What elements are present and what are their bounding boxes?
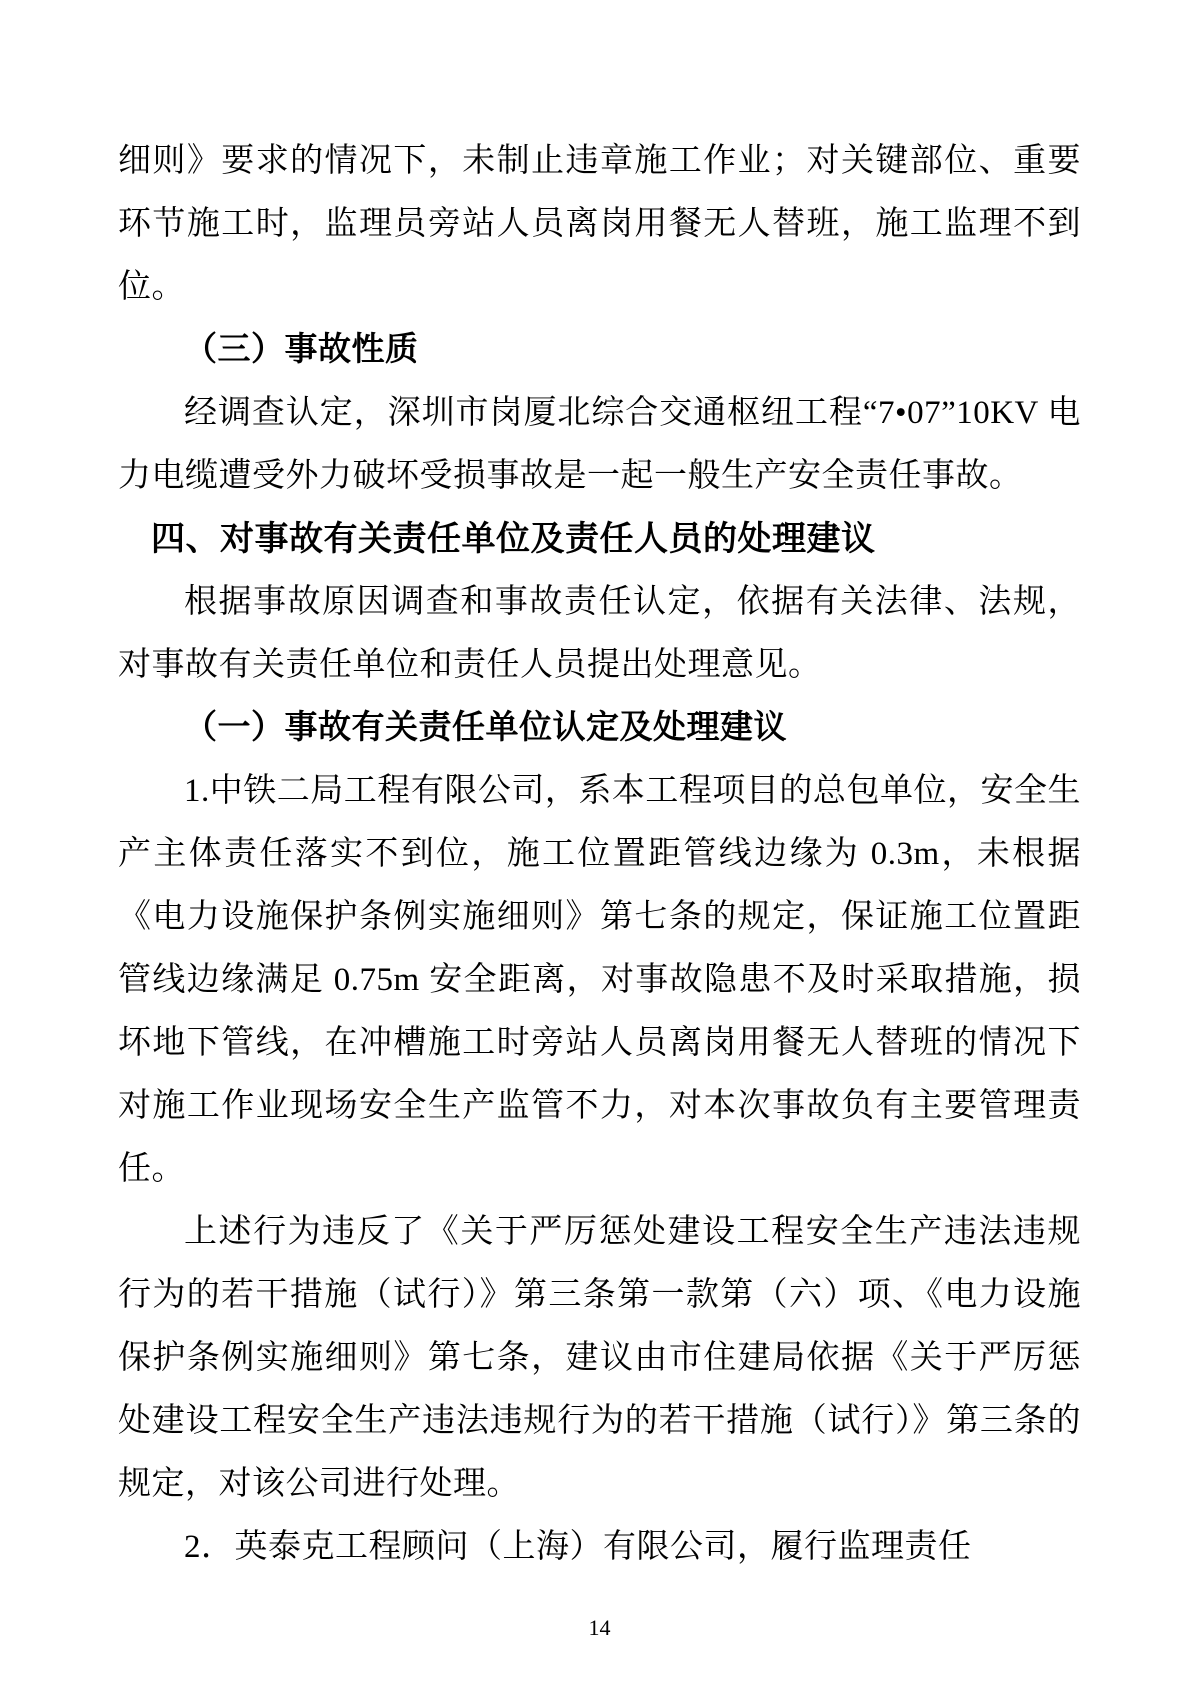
section-heading-unit-determination: （一）事故有关责任单位认定及处理建议	[184, 710, 787, 746]
paragraph-item-2: 2．英泰克工程顾问（上海）有限公司，履行监理责任	[184, 1529, 972, 1565]
paragraph-continuation: 细则》要求的情况下，未制止违章施工作业；对关键部位、重要环节施工时，监理员旁站人员离岗用餐无人替班，施工监理不到位。	[118, 143, 1081, 305]
section-heading-handling-suggestions: 四、对事故有关责任单位及责任人员的处理建议	[151, 521, 876, 558]
paragraph-basis: 根据事故原因调查和事故责任认定，依据有关法律、法规，对事故有关责任单位和责任人员提出处理意见。	[118, 584, 1081, 683]
page-number: 14	[588, 1615, 611, 1640]
paragraph-item-1-violation: 上述行为违反了《关于严厉惩处建设工程安全生产违法违规行为的若干措施（试行）》第三条第一款第（六）项、《电力设施保护条例实施细则》第七条，建议由市住建局依据《关于严厉惩处建设工程安全生产违法违规行为的若干措施（试行）》第三条的规定，对该公司进行处理。	[118, 1214, 1081, 1502]
paragraph-accident-nature: 经调查认定，深圳市岗厦北综合交通枢纽工程“7•07”10KV 电力电缆遭受外力破坏受损事故是一起一般生产安全责任事故。	[118, 395, 1081, 494]
paragraph-item-1: 1.中铁二局工程有限公司，系本工程项目的总包单位，安全生产主体责任落实不到位，施工位置距管线边缘为 0.3m，未根据《电力设施保护条例实施细则》第七条的规定，保证施工位置距管线边缘满足 0.75m 安全距离，对事故隐患不及时采取措施，损坏地下管线，在冲槽施工时旁站人员离岗用餐无人替班的情况下对施工作业现场安全生产监管不力，对本次事故负有主要管理责任。	[118, 773, 1081, 1187]
section-heading-accident-nature: （三）事故性质	[184, 332, 419, 368]
